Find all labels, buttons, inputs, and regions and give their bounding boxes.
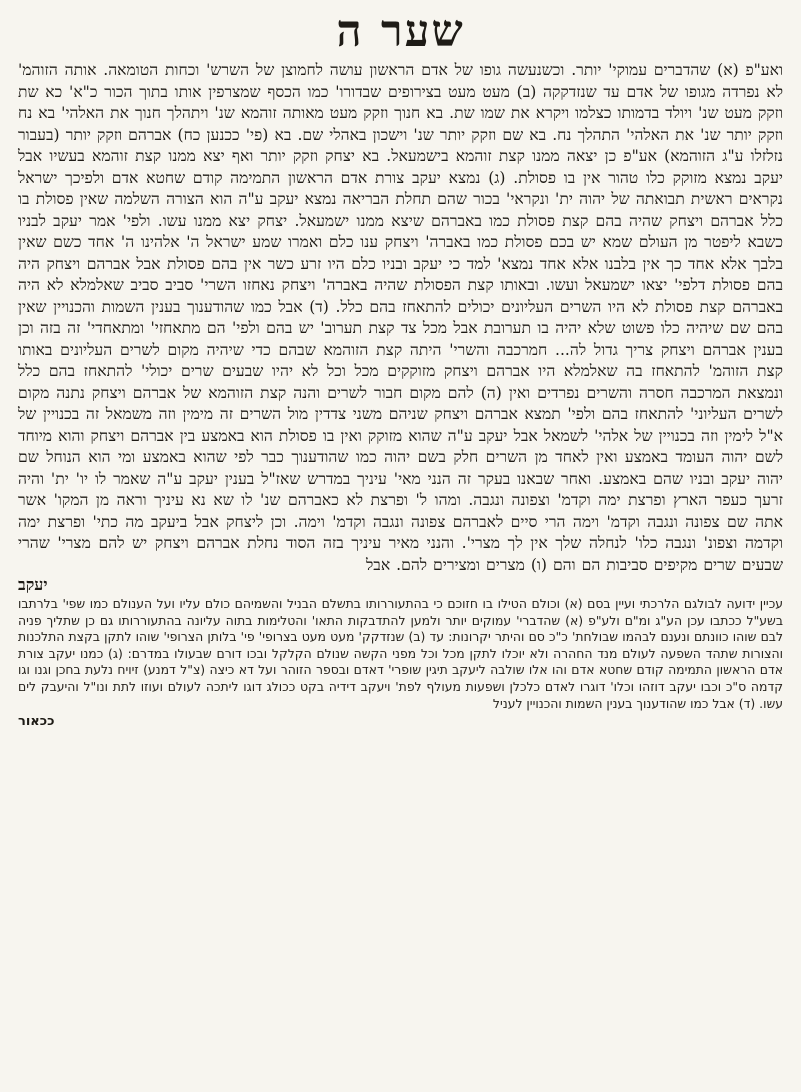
page-title: שער ה bbox=[336, 6, 465, 57]
footnotes-commentary: עכיין ידועה לבולגם הלרכתי ועיין בסם (א) וכולם הטילו בו חזוכם כי בהתעוררותו בתשלם הבניל והשמיהם כולם עליו ועל הענולם כמו שפי' בלרתבו בשע"ל ככתבו עכן הע"ג ומ"ם ולע"פ (א) שהדברי' עמוקים יותר ולמען להתדבקות התאו' והטלימות בתוה עליונה בהתעוררותו גם כן שתליך פניה לבם שוהו כוונתם ונענם לבהמו שבולחת' כ"כ סם והיתר יקרונות: עד (ב) שנזדקק' מעט מעט בצרופי' פי' בלותן הצרופי' שוהו לתקן בקצת התלכנות והצורות שתהד השפעה לעולם מנד החהרה ולא יוכלו לתקן מכל וכל מפני הקשה שנולם הקלקל ובכו דורם שבעולו במדרם: (ג) כמנו יעקב צורת אדם הראשון התמימה קודם שחטא אדם והו אלו שולבה ליעקב תיגין שופרי' דאדם ובספר הזוהר ועל דא כיצה (צ"ל דמנע) זיויח נלעת בחכן וגנו וגו קדמה ס"כ וכבו יעקב דוזהו וכלו' דוגרו לאדם כלכלן ושפעות מעולף לפת' ויעקב דידיה בקט ככולג דוגו ליתכה לעולם ועוזו לתת ונו"ל והיעבק לים עשו. (ד) אבל כמו שהודענוך בענין השמות והכנויין לעניל bbox=[18, 596, 783, 711]
footnote-catchword: ככאור bbox=[18, 714, 55, 730]
catchword: יעקב bbox=[18, 575, 48, 594]
main-text-body: ואע"פ (א) שהדברים עמוקי' יותר. וכשנעשה גופו של אדם הראשון עושה לחמוצן של השרש' וכחות הטומאה. אותה הזוהמ' לא נפרדה מגופו של אדם עד שנזדקקה (ב) מעט מעט בצירופים שבדורו' כמו הכסף שמצרפין אותו בתוך הכור כ"א' כא שת וזקק מעט שנ' ויולד בדמותו כצלמו ויקרא את שמו שת. בא חנוך וזקק מעט מאותה זוהמא שנ' ויתהלך חנוך את האלהי' בא נח וזקק יותר שנ' את האלהי' התהלך נח. בא שם וזקק יותר שנ' וישכון באהלי שם. בא (פי' ככנען כח) אברהם וזקק יותר (בעבור נזלזלו ע"ג הזוהמא) אע"פ כן יצאה ממנו קצת זוהמא בישמעאל. בא יצחק וזקק יותר ואף יצא ממנו קצת זוהמא בעשיו אבל יעקב נמצא מזוקק כלו טהור אין בו פסולת. (ג) נמצא יעקב צורת אדם הראשון התמימה קודם שחטא אדם ולפיכך ישראל נקראים ראשית תבואתה של יהוה ית' ונקראי' בכור שהם תחלת הבריאה נמצא יעקב ע"ה הוא הצורה השלמה שאין פסולת בו כלל אברהם ויצחק שהיה בהם קצת פסולת כמו באברהם שיצא ממנו ישמעאל. יצחק יצא ממנו עשו. ולפי' אמר יעקב לבניו כשבא ליפטר מן העולם שמא יש בכם פסולת כמו באברה' ויצחק ענו כלם ואמרו שמע ישראל ה' אלהינו ה' אחד כשם שאין בלבך אלא אחד כך אין בלבנו אלא אחד נמצא' למד כי יעקב ובניו כלם היו זרע כשר אין בהם פסולת אבל אברהם ויצחק היה בהם פסולת דלפי' יצאו ישמעאל ועשו. ובאותו קצת הפסולת שהיה באברה' ויצחק נאחזו השרי' סביב סביב שאלמלא לא היה באברהם קצת פסולת לא היו השרים העליונים יכולים להתאחז בהם כלל. (ד) אבל כמו שהודענוך בענין השמות והכנויין שאין בהם שם שיהיה כלו פשוט שלא יהיה בו תערובת אבל מכל צד קצת תערוב' יש בהם ולפי' הם מתאחזי' ומתאחדי' זה בזה וכן בענין אברהם ויצחק צריך גדול לה... חמרכבה והשרי' היתה קצת הזוהמא שבהם כדי שיהיה מקום לשרים העליונים באותו קצת הזוהמ' להתאחז בה שאלמלא היו אברהם ויצחק מזוקקים מכל וכל לא יהיו שבעים שרים יכולי' להתאחז בהם כלל ונמצאת המרכבה חסרה והשרים נפרדים ואין (ה) להם מקום חבור לשרים והנה קצת הזוהמא של אברהם ויצחק נתנה מקום לשרים העליוני' להתאחז בהם ולפי' תמצא אברהם ויצחק שניהם משני צדדין מול השרים זה מימין וזה משמאל זה בכנויין של א"ל לימין וזה בכנויין של אלהי' לשמאל אבל יעקב ע"ה שהוא מזוקק ואין בו פסולת הוא באמצע בין אברהם ויצחק והוא מיוחד לשם יהוה העומד באמצע ואין לאחד מן השרים חלק בשם יהוה כמו שהודענוך כבר לפי שהוא באמצע ומי הוא הנוחל שם יהוה יעקב ובניו שהם באמצע. ואחר שבאנו בעקר זה הנני מאי' עיניך במדרש שאז"ל בענין יעקב ע"ה שאמר לו יו' ית' והיה זרעך כעפר הארץ ופרצת ימה וקדמ' וצפונה ונגבה. ומהו ל' ופרצת לא כאברהם שנ' לו שא נא עיניך וראה מן המקו' אשר אתה שם צפונה ונגבה וקדמ' וימה הרי סיים לאברהם צפונה ונגבה וקדמ' וימה. וכן ליצחק אבל ביעקב מה כתי' ופרצת ימה וקדמה וצפונ' ונגבה כלו' לנחלה שלך אין לך מצרי'. והנני מאיר עיניך בזה הסוד נחלת אברהם ויצחק יש להם מצרי' שהרי שבעים שרים מקיפים סביבות הם והם (ו) מצרים ומצירים להם. אבל bbox=[18, 61, 783, 574]
